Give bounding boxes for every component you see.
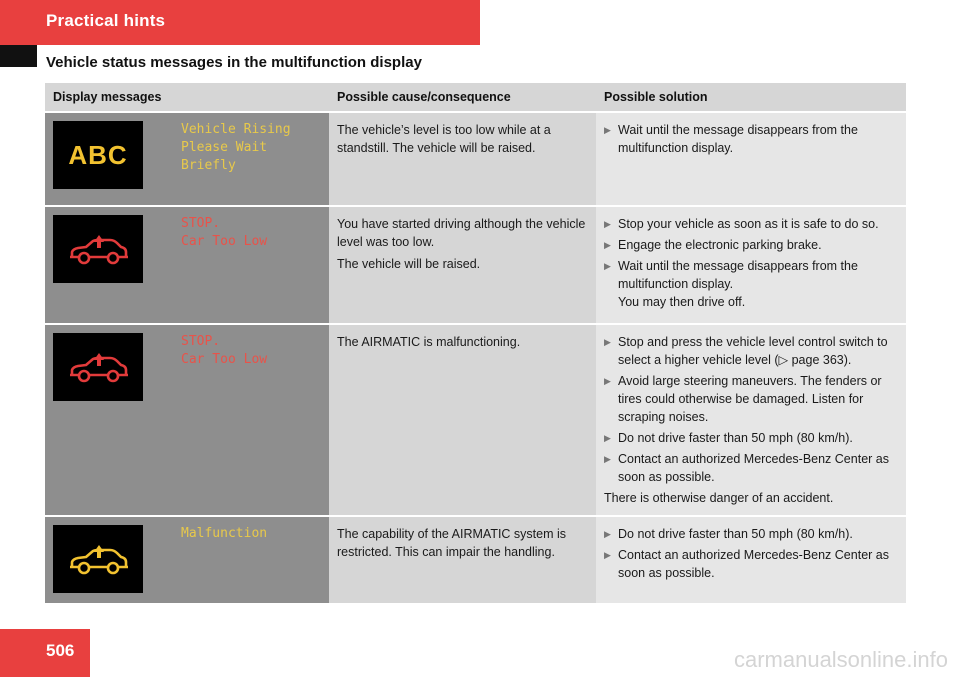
- display-message-cell: [45, 516, 329, 604]
- solution-step: ▶ Do not drive faster than 50 mph (80 km/h).: [604, 429, 898, 447]
- solution-step: ▶ Stop your vehicle as soon as it is safe to do so.: [604, 215, 898, 233]
- cause-text: The vehicle will be raised.: [337, 257, 481, 271]
- display-message-cell: [45, 112, 329, 206]
- cause-cell: [329, 206, 596, 324]
- section-tab: [0, 0, 480, 45]
- vehicle-level-car-icon: [53, 525, 143, 593]
- column-header-solution: Possible solution: [596, 83, 906, 112]
- icon-text: ABC: [68, 140, 128, 170]
- side-marker: [0, 45, 37, 67]
- solution-step: ▶ Wait until the message disappears from the multifunction display. You may then drive off.: [604, 257, 898, 311]
- vehicle-level-car-icon: [53, 215, 143, 283]
- table-row: [45, 324, 906, 516]
- solution-step: ▶ Contact an authorized Mercedes-Benz Center as soon as possible.: [604, 450, 898, 486]
- column-header-cause: Possible cause/consequence: [329, 83, 596, 112]
- display-message-line: STOP.: [181, 216, 221, 231]
- table-row: [45, 112, 906, 206]
- display-message-line: Malfunction: [181, 526, 268, 541]
- solution-step: ▶ Contact an authorized Mercedes-Benz Center as soon as possible.: [604, 546, 898, 582]
- solution-step: ▶ Wait until the message disappears from the multifunction display.: [604, 121, 898, 157]
- column-header-display: Display messages: [45, 83, 329, 112]
- status-messages-table: [45, 83, 906, 605]
- display-message-cell: [45, 206, 329, 324]
- cause-text: The vehicle’s level is too low while at a standstill. The vehicle will be raised.: [337, 123, 551, 155]
- section-title: Practical hints: [46, 11, 166, 30]
- solution-note: There is otherwise danger of an accident.: [604, 491, 834, 505]
- display-message-line: Car Too Low: [181, 234, 268, 249]
- abc-icon: [53, 121, 143, 189]
- cause-cell: [329, 112, 596, 206]
- cause-text: You have started driving although the vehicle level was too low.: [337, 217, 586, 249]
- cause-text: The capability of the AIRMATIC system is restricted. This can impair the handling.: [337, 527, 567, 559]
- cause-text: The AIRMATIC is malfunctioning.: [337, 335, 521, 349]
- page-number-tab: [0, 629, 90, 677]
- solution-cell: [596, 112, 906, 206]
- table-header-row: [45, 83, 906, 112]
- cause-cell: [329, 516, 596, 604]
- solution-cell: [596, 516, 906, 604]
- vehicle-level-car-icon: [53, 333, 143, 401]
- solution-cell: [596, 206, 906, 324]
- page-number: 506: [46, 641, 75, 660]
- table-row: [45, 516, 906, 604]
- solution-step: ▶ Do not drive faster than 50 mph (80 km/h).: [604, 525, 898, 543]
- solution-step: ▶ Engage the electronic parking brake.: [604, 236, 898, 254]
- solution-step: ▶ Stop and press the vehicle level control switch to select a higher vehicle level (▷ page 363).: [604, 333, 898, 369]
- table-row: [45, 206, 906, 324]
- watermark: carmanualsonline.info: [733, 647, 948, 672]
- display-message-line: Please Wait: [181, 140, 268, 155]
- display-message-text: [181, 333, 267, 369]
- display-message-text: [181, 121, 291, 175]
- display-message-text: [181, 215, 267, 251]
- display-message-line: STOP.: [181, 334, 221, 349]
- page-subtitle: Vehicle status messages in the multifunction display: [46, 54, 422, 71]
- display-message-line: Vehicle Rising: [181, 122, 291, 137]
- display-message-line: Car Too Low: [181, 352, 268, 367]
- display-message-text: [181, 525, 267, 543]
- solution-step: ▶ Avoid large steering maneuvers. The fenders or tires could otherwise be damaged. Listen for scraping noises.: [604, 372, 898, 426]
- display-message-cell: [45, 324, 329, 516]
- display-message-line: Briefly: [181, 158, 236, 173]
- solution-cell: [596, 324, 906, 516]
- cause-cell: [329, 324, 596, 516]
